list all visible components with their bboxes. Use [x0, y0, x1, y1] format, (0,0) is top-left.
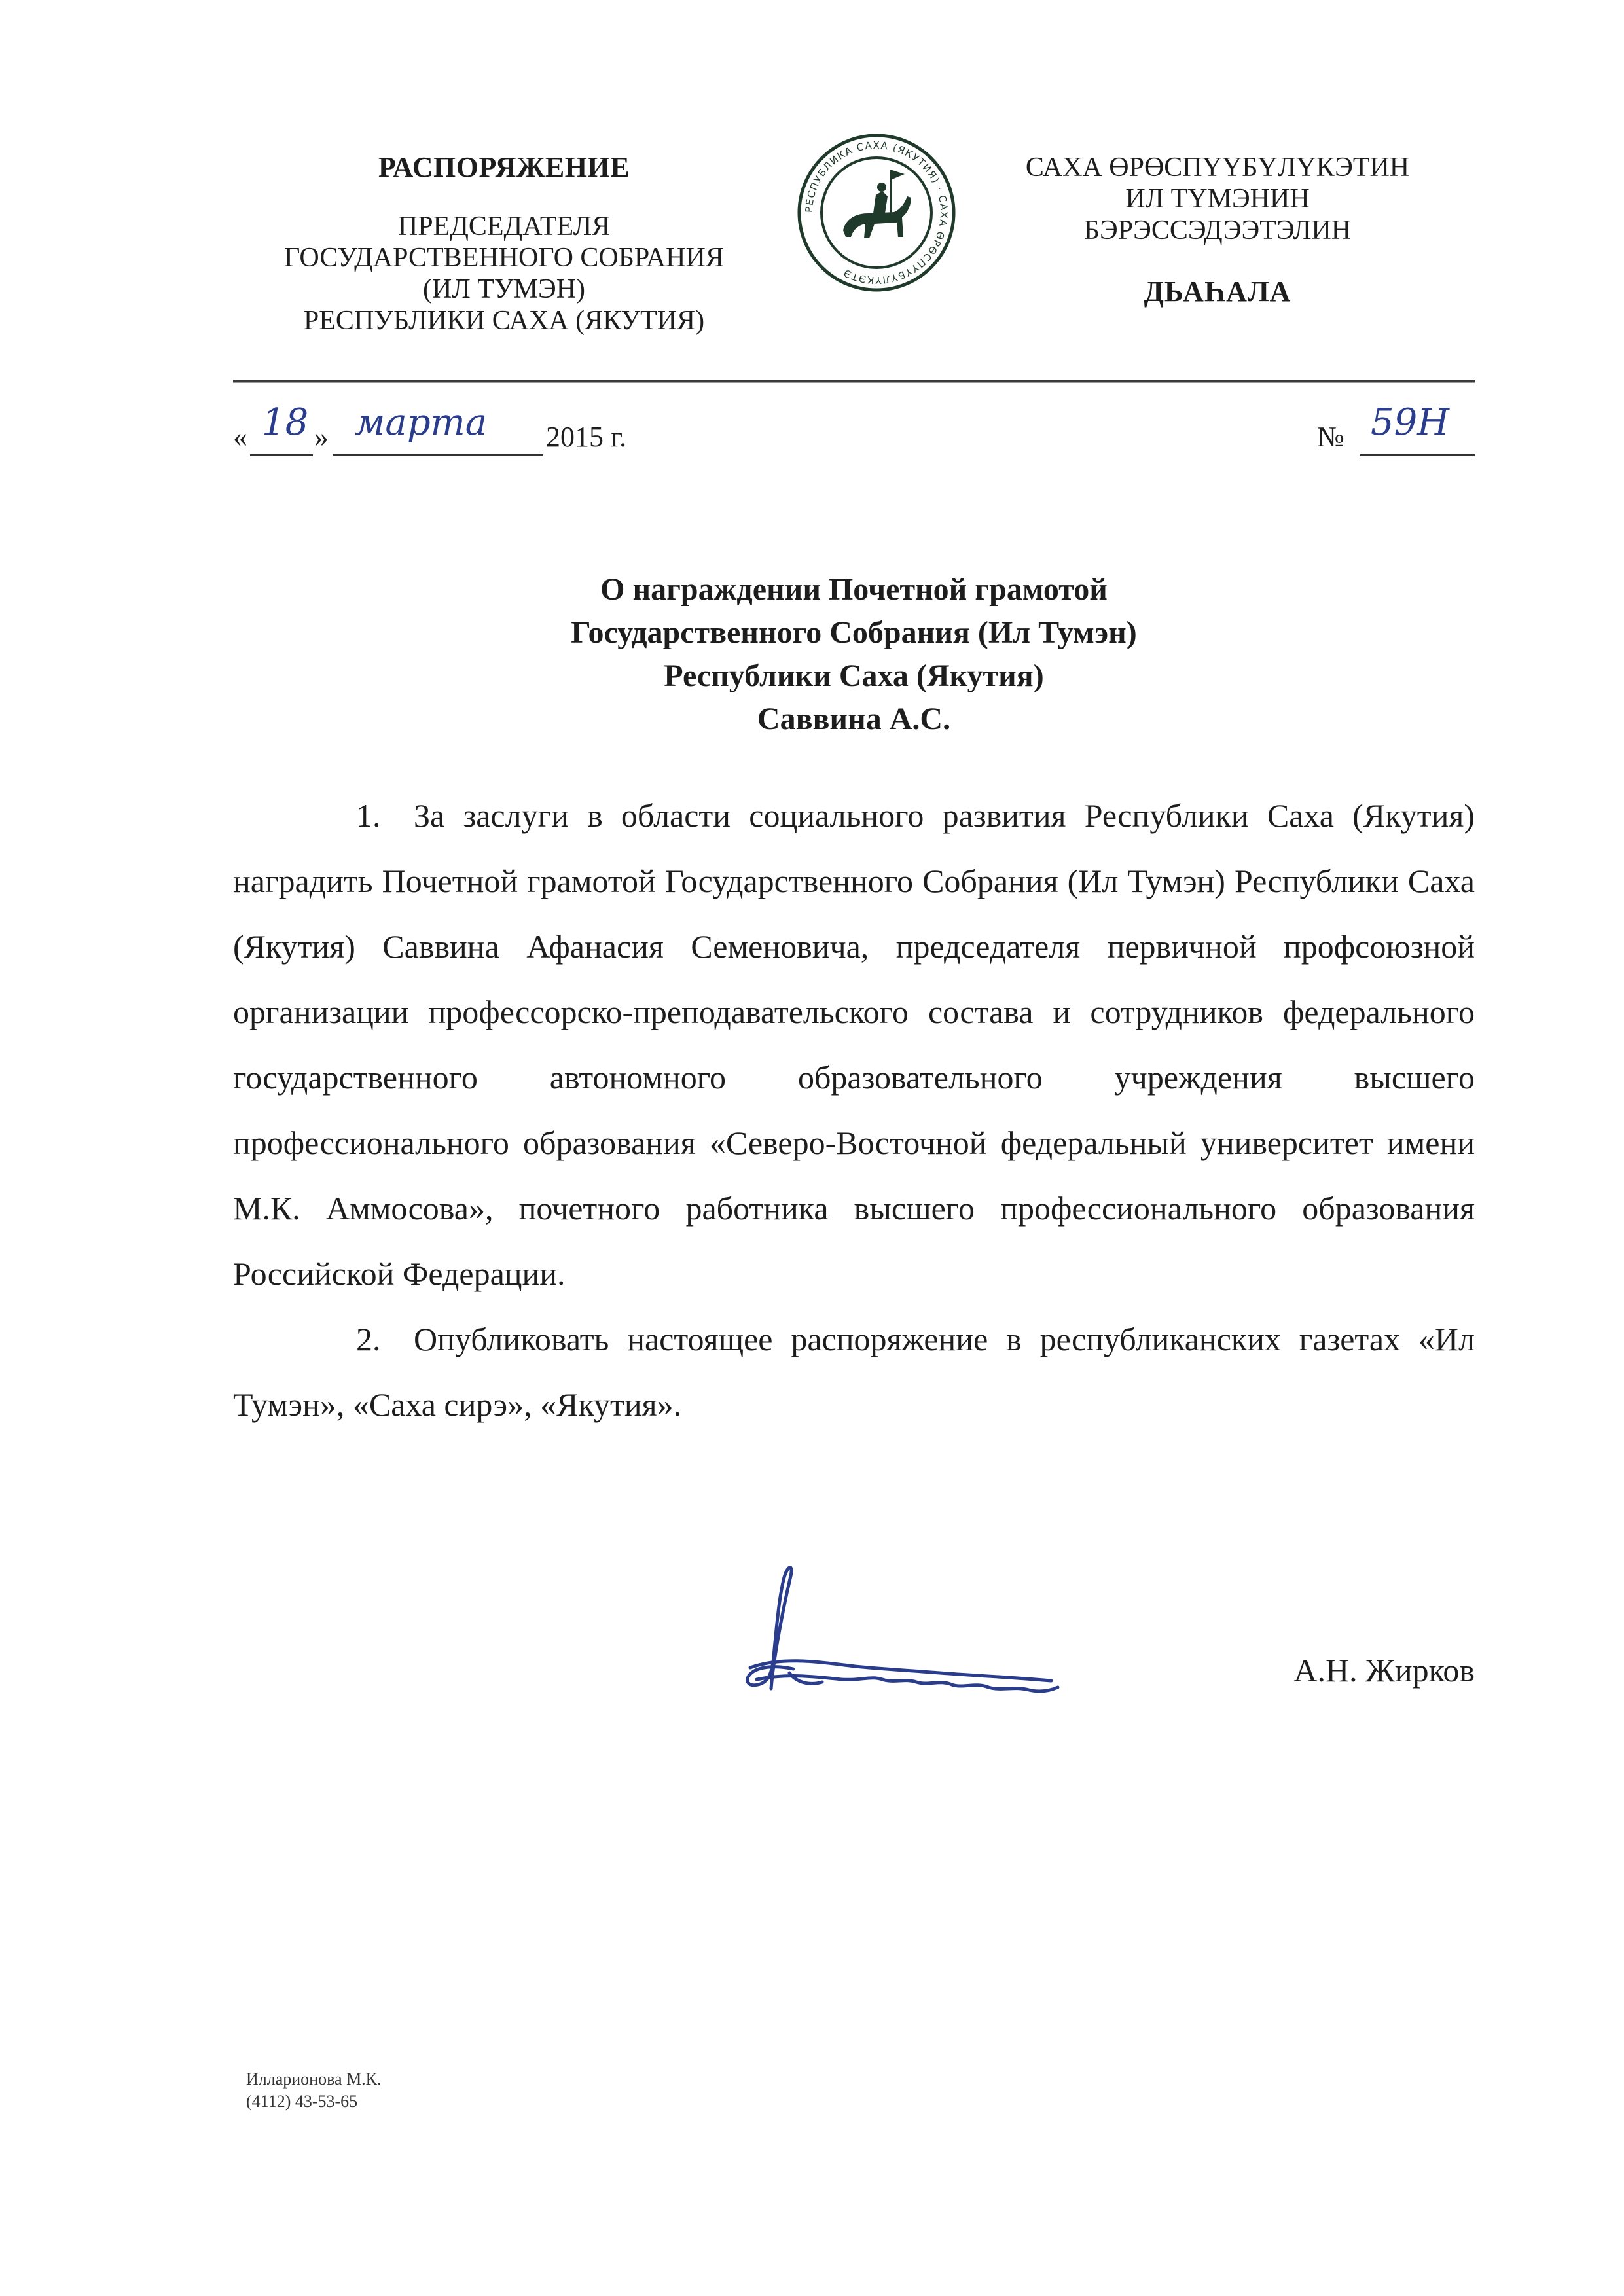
header-right-block: [975, 152, 1460, 308]
issuer-line: ГОСУДАРСТВЕННОГО СОБРАНИЯ: [284, 243, 724, 273]
date-number-line: [233, 401, 1475, 463]
date-close-quote: »: [314, 421, 329, 453]
issuer-line-sakha: БЭРЭССЭДЭЭТЭЛИН: [1083, 215, 1352, 245]
header-left-block: [223, 152, 785, 336]
document-number: 59Н: [1371, 401, 1450, 444]
date-day: 18: [262, 401, 309, 444]
handwritten-signature-icon: [711, 1558, 1077, 1708]
body-item: [233, 783, 1475, 1306]
issuer-line-sakha: ИЛ ТҮМЭНИН: [1125, 184, 1310, 214]
title-line: Саввина А.С.: [757, 702, 951, 736]
item-number: 2.: [356, 1321, 381, 1357]
signer-name: А.Н. Жирков: [1293, 1652, 1475, 1689]
item-text: Опубликовать настоящее распоряжение в республиканских газетах «Ил Тумэн», «Саха сирэ», «Якутия».: [233, 1321, 1475, 1423]
title-line: Государственного Собрания (Ил Тумэн): [571, 615, 1137, 650]
document-kind-ru: РАСПОРЯЖЕНИЕ: [378, 151, 630, 183]
executor-name: Илларионова М.К.: [246, 2070, 382, 2089]
document-kind-sakha: ДЬАҺАЛА: [1144, 276, 1291, 308]
document-body: [233, 783, 1475, 1437]
title-line: О награждении Почетной грамотой: [600, 572, 1108, 607]
item-text: За заслуги в области социального развития Республики Саха (Якутия) наградить Почетной грамотой Государственного Собрания (Ил Тумэн) Республики Саха (Якутия) Саввина Афанасия Семеновича, председателя первичной профсоюзной организации профессорско-преподавательского состава и сотрудников федерального государственного автономного образовательного учреждения высшего профессионального образования «Северо-Восточной федеральный университет имени М.К. Аммосова», почетного работника высшего профессионального образования Российской Федерации.: [233, 797, 1475, 1292]
issuer-line-sakha: САХА ӨРӨСПҮҮБҮЛҮКЭТИН: [1025, 152, 1410, 183]
issuer-line: ПРЕДСЕДАТЕЛЯ: [397, 211, 611, 242]
rider-icon: [843, 170, 911, 238]
header-divider: [233, 380, 1475, 383]
date-month: марта: [355, 401, 488, 444]
issuer-line: (ИЛ ТУМЭН): [422, 274, 586, 304]
document-title: [233, 568, 1475, 741]
number-label: №: [1317, 421, 1344, 453]
issuer-line: РЕСПУБЛИКИ САХА (ЯКУТИЯ): [303, 306, 705, 336]
executor-phone: (4112) 43-53-65: [246, 2092, 358, 2111]
sakha-republic-emblem-icon: [796, 132, 957, 293]
title-line: Республики Саха (Якутия): [664, 658, 1044, 693]
body-item: [233, 1306, 1475, 1437]
emblem-ring-text: РЕСПУБЛИКА САХА (ЯКУТИЯ) · САХА ӨРӨСПҮҮБҮЛҮКЭТЭ: [803, 139, 950, 287]
date-open-quote: «: [233, 421, 247, 453]
item-number: 1.: [356, 797, 381, 834]
date-year: 2015 г.: [546, 421, 627, 453]
executor-contact: [246, 2068, 382, 2113]
